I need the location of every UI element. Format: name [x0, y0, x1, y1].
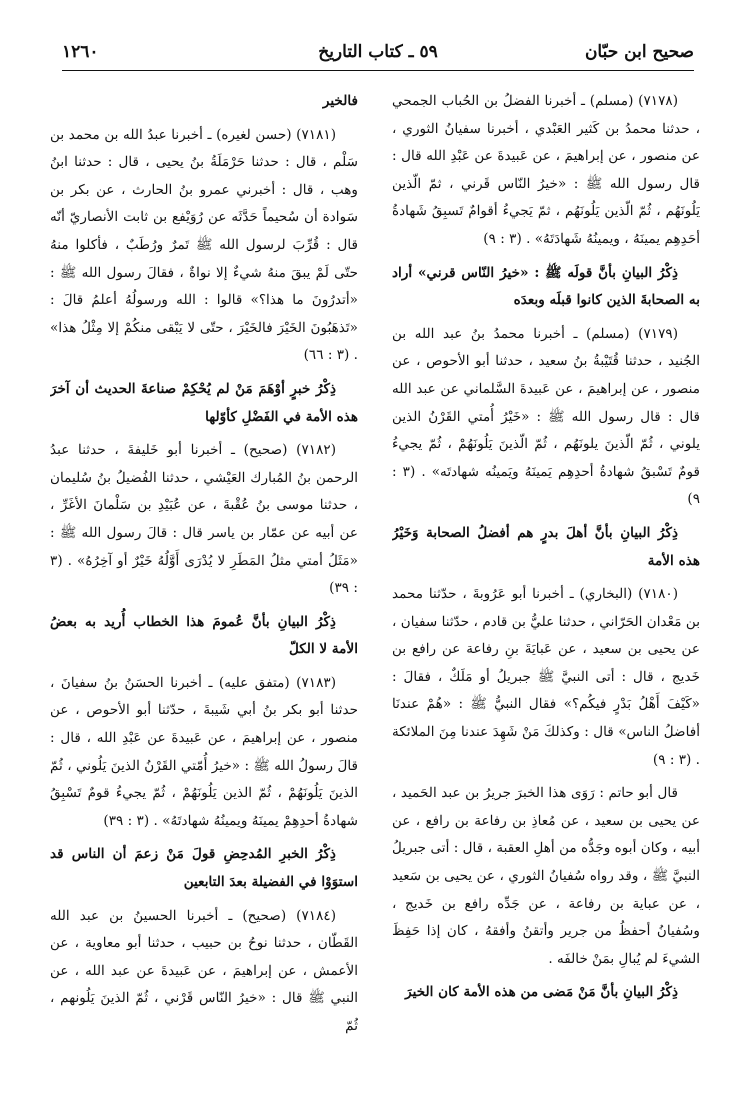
hadith-7181: (٧١٨١) (حسن لغيره) ـ أخبرنا عبدُ الله بن محمد بن سَلْم ، قال : حدثنا حَرْمَلَةُ بنُ يحيى ، قال : حدثنا ابنُ وهب ، قال : أخبرني عمرو بنُ الحارث ، عن بكر بن سَوادة أن سُحيماً حَدَّثَه عن رُوَيْفع بن ثابت الأنصاريّ أنّه قال : قُرِّبَ لرسول الله ﷺ تَمرٌ ورُطَبٌ ، فأكلوا منهُ حتّى لَمْ يبقَ منهُ شيءٌ إلا نواةٌ ، فقالَ رسول الله ﷺ : «أتدرُونَ ما هذا؟» قالوا : الله ورسولُهُ أعلمُ قالَ : «تَذهَبُونَ الخَيْرَ فالخَيْرَ ، حتّى لا يَبْقى منكُمْ إلا مِثْلُ هذا» . (٣ : ٦٦): [50, 126, 358, 364]
chapter-heading-continued: فالخير: [322, 93, 358, 109]
page-number: ١٢٦٠: [62, 42, 99, 62]
hadith-7178: (٧١٧٨) (مسلم) ـ أخبرنا الفضلُ بن الحُباب الجمحي ، حدثنا محمدُ بن كَثير العَبْدي ، أخبرنا سفيانُ الثوري ، عن منصور ، عن إبراهيمَ ، عن عَبيدةَ عن عَبْدِ الله قال : قال رسول الله ﷺ : «خيرُ النّاس قَرني ، ثمّ الّذين يَلُونَهُم ، ثُمّ الّذين يَلُونَهُم ، ثمّ يَجيءُ أقوامٌ تَسبِقُ شَهادةُ أحَدِهِم يمينَهُ ، ويمينُهُ شَهادَتَهُ» . (٣ : ٩): [392, 93, 700, 247]
chapter-heading: ذِكْرُ البيانِ بأنَّ عُمومَ هذا الخطاب أُريد به بعضُ الأمة لا الكلّ: [50, 613, 358, 658]
hadith-7184: (٧١٨٤) (صحيح) ـ أخبرنا الحسينُ بن عبد الله القَطّان ، حدثنا نوحُ بن حبيب ، حدثنا أبو معاوية ، عن الأعمش ، عن إبراهيمَ ، عن عَبيدةَ عن عبد الله ، عن النبي ﷺ قال : «خيرُ النّاس قَرْني ، ثُمّ الذينَ يَلُونهم ، ثُمّ: [50, 907, 358, 1034]
right-column: [392, 88, 700, 1098]
chapter-heading: ذِكْرُ البيانِ بأنَّ قولَه ﷺ : «خيرُ النّاس قرني» أراد به الصحابةَ الذين كانوا قبلَه وبعدَه: [392, 264, 700, 309]
running-header: [62, 36, 694, 71]
commentary-paragraph: قال أبو حاتم : رَوَى هذا الخبرَ جريرُ بن عبد الحَميد ، عن يحيى بن سعيد ، عن مُعاذِ بن رفاعة بن رافع ، عن أبيه ، وكان أبوه وجَدُّه من أهلِ العقبة ، قال : أتى جبريلُ النبيَّ ﷺ ، وقد رواه سُفيانُ الثوري ، عن يحيى بن سَعيد ، عن عباية بن رفاعة ، عن جَدِّه رافع بن خَديج ، وسُفيانُ أحفظُ من جرير وأتقنُ وأفقهُ ، كان إذا حَفِظَ الشيءَ لم يُبالِ بمَنْ خالفَه .: [392, 785, 700, 967]
chapter-heading: ذِكْرُ الخبرِ المُدحِضِ قولَ مَنْ زعمَ أن الناس قد استوَوْا في الفضيلة بعدَ التابعين: [50, 846, 358, 891]
hadith-7182: (٧١٨٢) (صحيح) ـ أخبرنا أبو خَليفةَ ، حدثنا عبدُ الرحمن بنُ المُبارك العَيْشي ، حدثنا الفُضيلُ بنُ سُليمان ، حدثنا موسى بنُ عُقْبةَ ، عن عُبَيْدِ بن سَلْمانَ الأغَرِّ ، عن أبيه عن عمّار بن ياسر قال : قالَ رسول الله ﷺ : «مَثَلُ أمتي مثلُ المَطَرِ لا يُدْرَى أَوَّلُهُ خَيْرٌ أو آخِرُهُ» . (٣ : ٣٩): [50, 442, 358, 597]
hadith-7183: (٧١٨٣) (متفق عليه) ـ أخبرنا الحسَنُ بنُ سفيانَ ، حدثنا أبو بكر بنُ أبي شَيبةَ ، حدّثنا أبو الأحوص ، عن منصور ، عن إبراهيمَ ، عن عَبيدةَ عن عَبْدِ الله ، قال : قالَ رسولُ الله ﷺ : «خيرُ أُمّتي القَرْنُ الذينَ يَلُوني ، ثُمّ الذينَ يَلُونَهُمْ ، ثُمّ الذين يَلُونَهُمْ ، ثُمّ يجيءُ قومٌ تَسْبِقُ شهادةُ أحدِهِمْ يمينَهُ ويمينُهُ شهادتَهُ» . (٣ : ٣٩): [50, 674, 358, 829]
chapter-title: ٥٩ ـ كتاب التاريخ: [318, 42, 438, 62]
left-column: [50, 88, 358, 1098]
hadith-7180: (٧١٨٠) (البخاري) ـ أخبرنا أبو عَرُوبةَ ، حدّثنا محمد بن مَعْدان الحَرّاني ، حدثنا عليُّ بن قادم ، حدّثنا سفيان ، عن يحيى بن سعيد ، عن عَبايَةَ بنِ رفاعة عن رافع بن خَديج ، قال : أتى النبيَّ ﷺ جبريلُ أو مَلَكٌ ، فقالَ : «كَيْفَ أَهْلُ بَدْرٍ فيكُم؟» فقال النبيُّ ﷺ : «هُمْ عندنَا أفاضلُ الناس» قال : وكذلكَ مَنْ شَهِدَ عندنا مِنَ الملائكة . (٣ : ٩): [392, 586, 700, 768]
chapter-heading: ذِكْرُ البيانِ بأنَّ أهلَ بدرٍ هم أفضلُ الصحابة وَخَيْرُ هذه الأمة: [392, 524, 700, 569]
chapter-heading: ذِكْرُ خبرٍ أوْهَمَ مَنْ لم يُحْكِمْ صناعةَ الحديث أن آخرَ هذه الأمة في الفَضْلِ كأوّلها: [50, 380, 358, 425]
hadith-7179: (٧١٧٩) (مسلم) ـ أخبرنا محمدُ بنُ عبد الله بن الجُنيد ، حدثنا قُتَيْبةُ بنُ سعيد ، حدثنا أبو الأحوص ، عن منصور ، عن إبراهيمَ ، عن عَبيدةَ السَّلماني عن عبد الله قال : قال رسول الله ﷺ : «خَيْرُ أُمتي القَرْنُ الذين يلوني ، ثُمّ الّذينَ يلونَهُم ، ثُمّ الّذينَ يَلُونَهُمْ ، ثُمّ يجيءُ قومٌ تَسْبقُ شهادةُ أحدِهِم يَمينَهُ ويَمينُه شهادتَه» . (٣ : ٩): [392, 325, 700, 508]
chapter-heading: ذِكْرُ البيانِ بأنَّ مَنْ مَضى من هذه الأمة كان الخيرَ: [405, 984, 678, 1001]
book-title: صحيح ابن حبّان: [584, 42, 694, 62]
